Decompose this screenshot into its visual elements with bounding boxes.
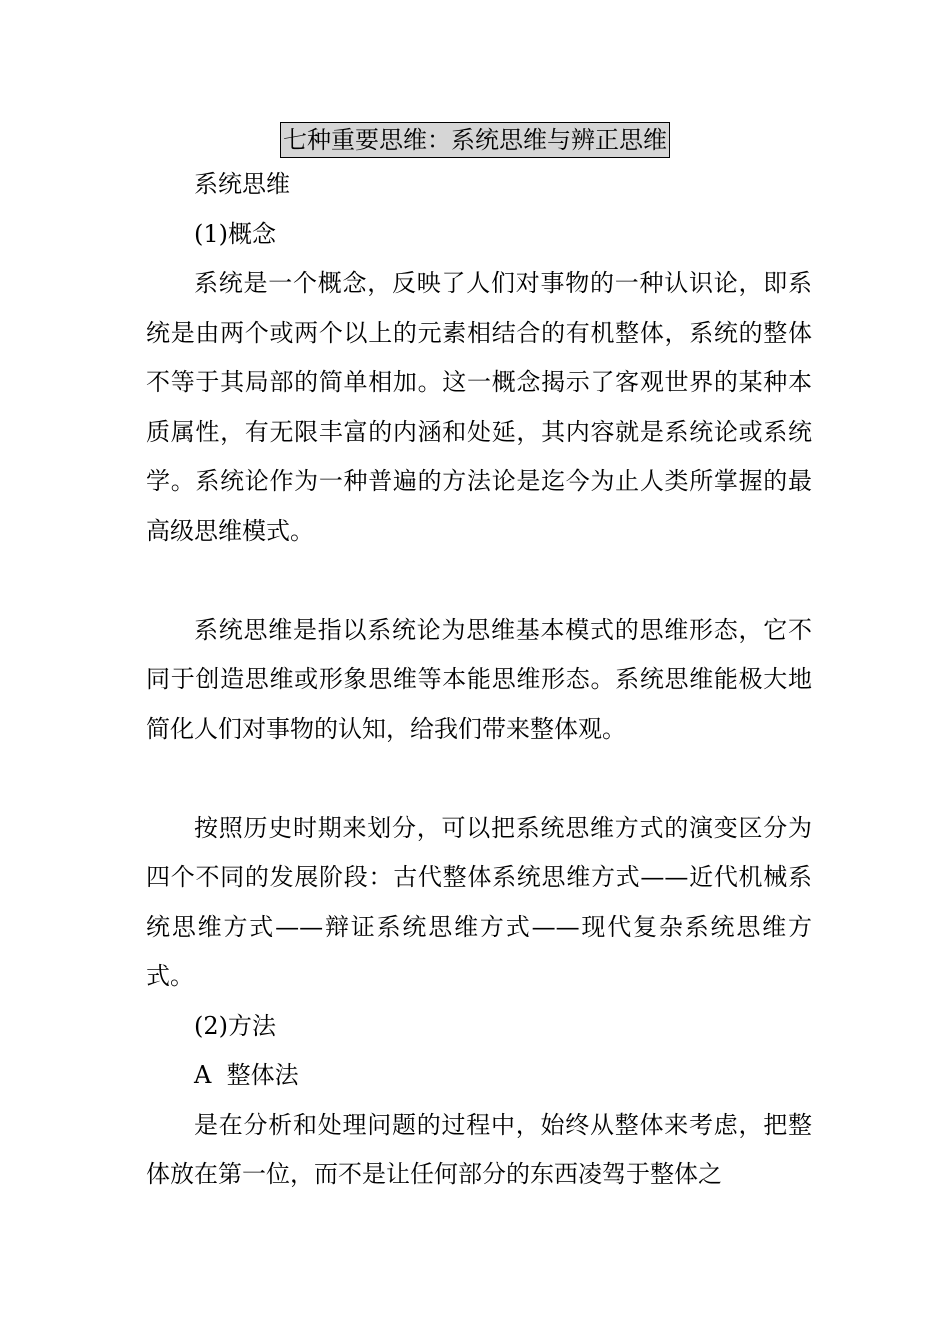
paragraph: 系统思维是指以系统论为思维基本模式的思维形态，它不同于创造思维或形象思维等本能思维形态。系统思维能极大地简化人们对事物的认知，给我们带来整体观。 bbox=[146, 615, 812, 743]
paragraph-gap bbox=[146, 754, 812, 804]
paragraph: 按照历史时期来划分，可以把系统思维方式的演变区分为四个不同的发展阶段：古代整体系统思维方式——近代机械系统思维方式——辩证系统思维方式——现代复杂系统思维方式。 bbox=[146, 813, 812, 990]
paragraph: 系统是一个概念，反映了人们对事物的一种认识论，即系统是由两个或两个以上的元素相结合的有机整体，系统的整体不等于其局部的简单相加。这一概念揭示了客观世界的某种本质属性，有无限丰富的内涵和处延，其内容就是系统论或系统学。系统论作为一种普遍的方法论是迄今为止人类所掌握的最高级思维模式。 bbox=[146, 269, 812, 545]
method-heading: A 整体法 bbox=[194, 1061, 299, 1089]
document-body bbox=[146, 160, 812, 1200]
title-container bbox=[0, 122, 950, 158]
document-title: 七种重要思维：系统思维与辨正思维 bbox=[280, 122, 670, 158]
subsection-heading: (2)方法 bbox=[194, 1011, 276, 1040]
paragraph-gap bbox=[146, 556, 812, 606]
paragraph: 是在分析和处理问题的过程中，始终从整体来考虑，把整体放在第一位，而不是让任何部分的东西凌驾于整体之 bbox=[146, 1110, 812, 1188]
subsection-heading: (1)概念 bbox=[194, 219, 276, 248]
section-heading: 系统思维 bbox=[194, 170, 290, 198]
